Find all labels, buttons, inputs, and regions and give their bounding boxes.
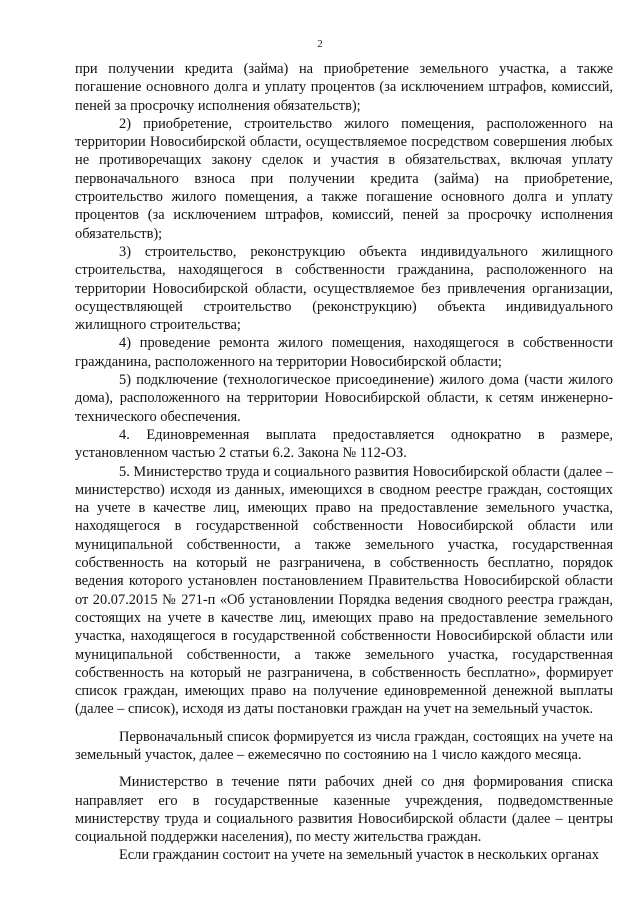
list-item-5: 5) подключение (технологическое присоединение) жилого дома (части жилого дома), расположенного на территории Новосибирской области, к сетям инженерно-технического обеспечения. <box>75 372 613 425</box>
paragraph-initial-list: Первоначальный список формируется из числа граждан, состоящих на учете на земельный участок, далее – ежемесячно по состоянию на 1 число каждого месяца. <box>75 728 613 763</box>
clause-4: 4. Единовременная выплата предоставляется однократно в размере, установленном частью 2 статьи 6.2. Закона № 112-ОЗ. <box>75 426 613 462</box>
paragraph-ministry-sends: Министерство в течение пяти рабочих дней со дня формирования списка направляет его в государственные казенные учреждения, подведомственные министерству труда и социального развития Новосибирской области (далее – центры социальной поддержки населения), по месту жительства граждан. <box>75 774 613 846</box>
clause-5: 5. Министерство труда и социального развития Новосибирской области (далее – министерство) исходя из данных, имеющихся в сводном реестре граждан, состоящих на учете в качестве лиц, имеющих право на предоставление земельного участка, находящегося в государственной собственности Новосибирской области или муниципальной собственности, а также земельного участка, государственная собственность на который не разграничена, в собственность бесплатно, порядок ведения которого установлен постановлением Правительства Новосибирской области от 20.07.2015 № 271-п «Об установлении Порядка ведения сводного реестра граждан, состоящих на учете в качестве лиц, имеющих право на предоставление земельного участка, находящегося в государственной собственности Новосибирской области или муниципальной собственности, а также земельного участка, государственная собственность на который не разграничена, в собственность бесплатно», формирует список граждан, имеющих право на получение единовременной денежной выплаты (далее – список), исходя из даты постановки граждан на учет на земельный участок. <box>75 463 613 718</box>
list-item-2: 2) приобретение, строительство жилого помещения, расположенного на территории Новосибирской области, осуществляемое посредством совершения любых не противоречащих закону сделок и участия в обязательствах, включая уплату первоначального взноса при получении кредита (займа) на приобретение, строительство жилого помещения, а также погашение основного долга и уплату процентов (за исключением штрафов, комиссий, пеней за просрочку исполнения обязательств); <box>75 115 613 242</box>
paragraph-multiple-registrations: Если гражданин состоит на учете на земельный участок в нескольких органах <box>119 847 599 864</box>
page-number: 2 <box>317 38 323 50</box>
document-body <box>75 60 613 865</box>
list-item-4: 4) проведение ремонта жилого помещения, находящегося в собственности гражданина, расположенного на территории Новосибирской области; <box>75 335 613 370</box>
paragraph-continuation: при получении кредита (займа) на приобретение земельного участка, а также погашение основного долга и уплату процентов (за исключением штрафов, комиссий, пеней за просрочку исполнения обязательств); <box>75 61 613 114</box>
list-item-3: 3) строительство, реконструкцию объекта индивидуального жилищного строительства, находящегося в собственности гражданина, расположенного на территории Новосибирской области, осуществляемое без привлечения организации, осуществляющей строительство (реконструкцию) объекта индивидуального жилищного строительства; <box>75 243 613 334</box>
